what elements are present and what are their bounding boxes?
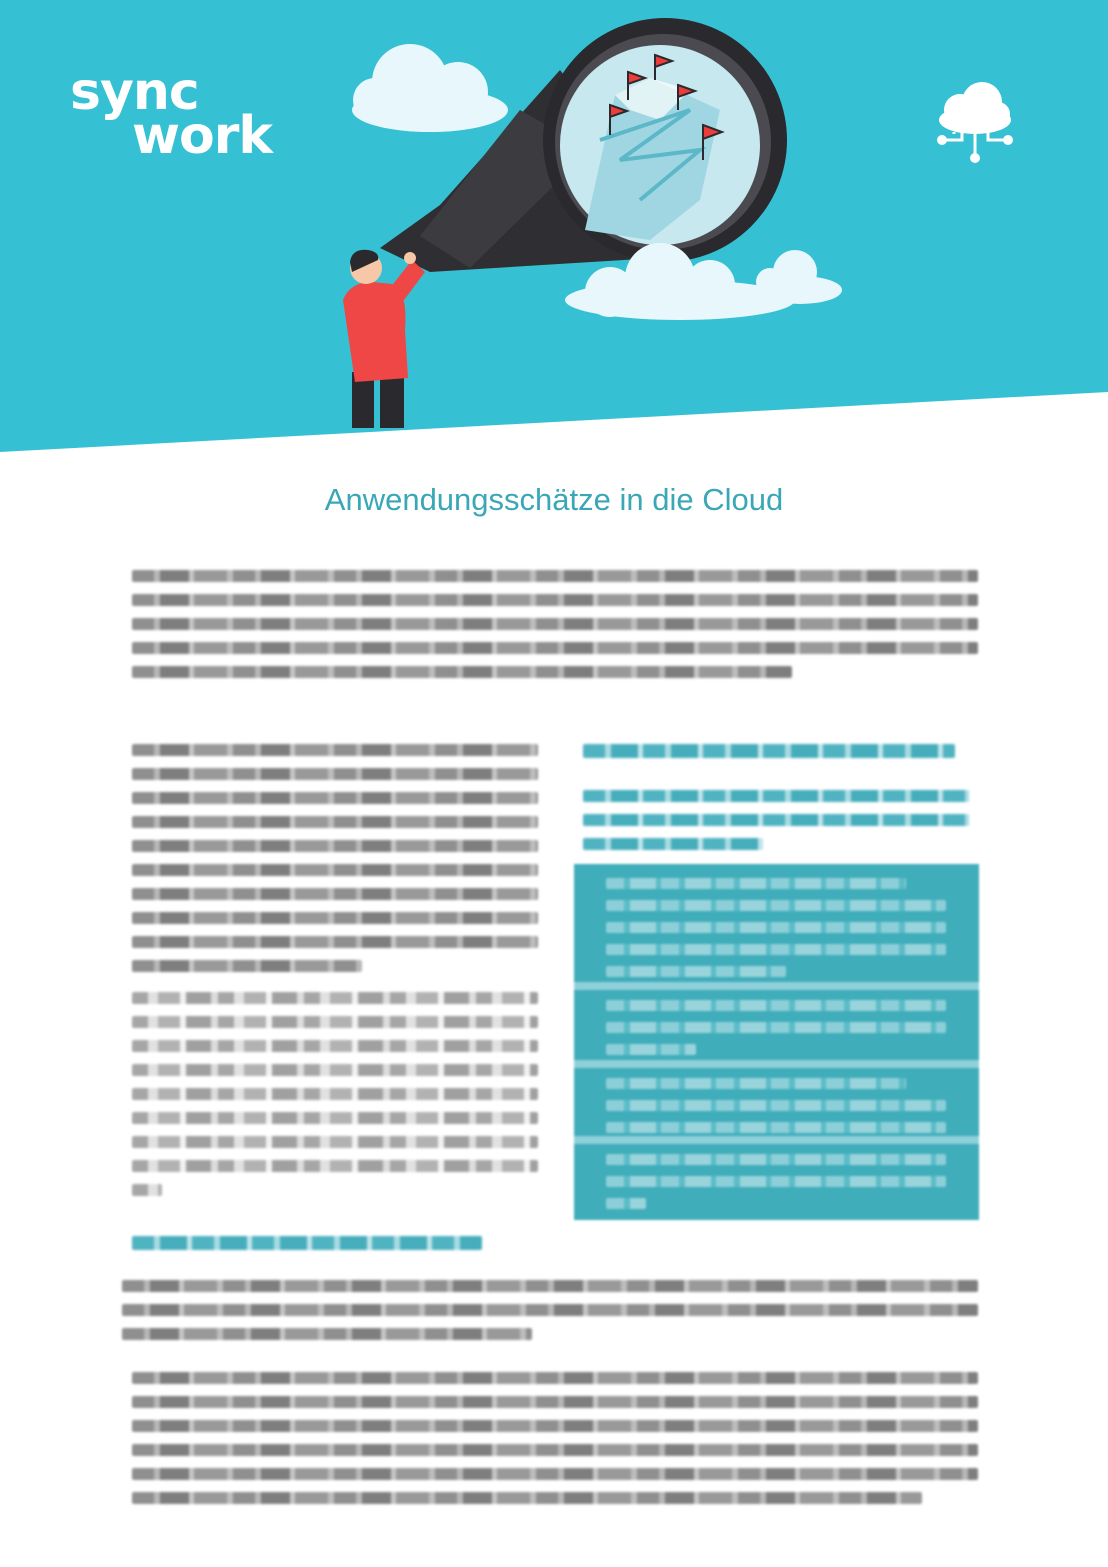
intro-paragraph-redacted	[132, 570, 978, 690]
hero-banner	[0, 0, 1108, 460]
section-heading-redacted	[132, 1236, 482, 1262]
syncwork-logo[interactable]	[70, 62, 272, 166]
info-box-redacted	[574, 864, 979, 1220]
cloud-network-icon	[934, 80, 1016, 166]
left-column-paragraph-redacted	[132, 744, 538, 984]
right-column-intro-redacted	[583, 790, 969, 862]
section-paragraph-redacted	[122, 1280, 978, 1352]
right-column-heading-redacted	[583, 744, 955, 770]
logo-text-work: work	[132, 106, 272, 166]
document-title: Anwendungsschätze in die Cloud	[324, 482, 784, 517]
left-column-paragraph2-redacted	[132, 992, 538, 1208]
section-paragraph2-redacted	[132, 1372, 978, 1516]
logo-text-sync: sync	[70, 62, 199, 122]
